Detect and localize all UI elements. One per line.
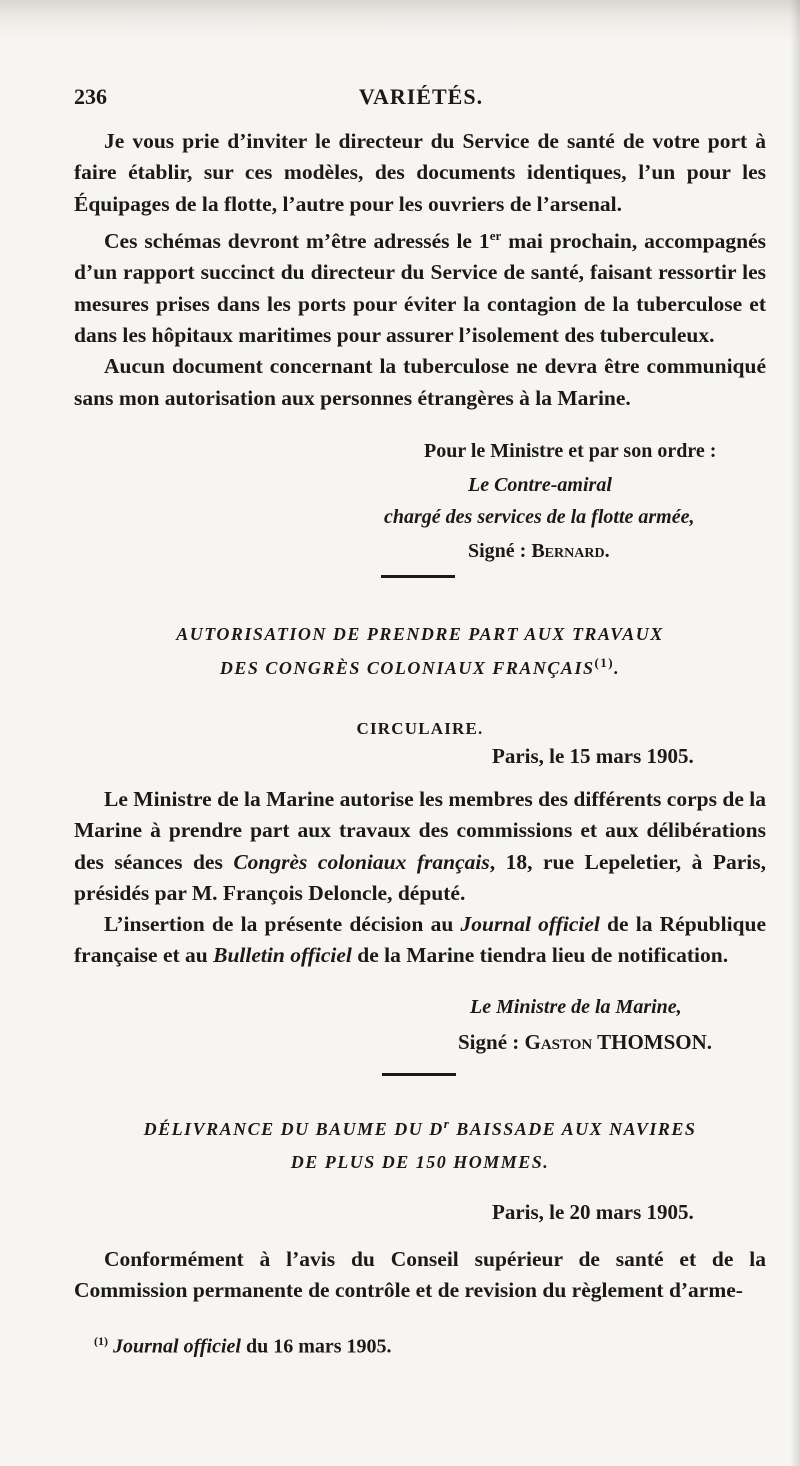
section-2-paragraph-2 bbox=[74, 909, 766, 972]
signature-line-2: Le Contre-amiral bbox=[468, 474, 612, 496]
body-block-1 bbox=[74, 126, 766, 414]
congress-name: Congrès coloniaux français bbox=[233, 849, 490, 874]
section-divider-1 bbox=[381, 575, 455, 578]
circular-label: CIRCULAIRE. bbox=[356, 719, 484, 738]
section-3-paragraph-1: Conformément à l’avis du Conseil supérieur de santé et de la Commission permanente de contrôle et de revision du règlement d’arme- bbox=[74, 1247, 766, 1303]
section-2-date: Paris, le 15 mars 1905. bbox=[492, 744, 694, 768]
footnote-journal: Journal officiel bbox=[113, 1335, 241, 1358]
doctor-superscript: r bbox=[443, 1116, 451, 1131]
section-3-heading-line-1 bbox=[74, 1116, 766, 1140]
heading-3-text-a: DÉLIVRANCE DU BAUME DU D bbox=[143, 1119, 444, 1139]
ordinal-superscript: er bbox=[489, 227, 502, 243]
s2p1-text-b: , 18, rue Lepeletier, à Paris, présidés par M. François Deloncle, député. bbox=[74, 849, 766, 905]
section-3-date: Paris, le 20 mars 1905. bbox=[492, 1200, 694, 1224]
paragraph-2-text-a: Ces schémas devront m’être adressés le 1 bbox=[104, 229, 490, 254]
signed-prefix: Signé : bbox=[468, 540, 532, 562]
signature-line-1: Pour le Ministre et par son ordre : bbox=[424, 440, 717, 462]
paragraph-3: Aucun document concernant la tuberculose ne devra être communiqué sans mon autorisation aux personnes étrangères à la Marine. bbox=[74, 354, 766, 410]
section-2-signature-title: Le Ministre de la Marine, bbox=[470, 996, 682, 1018]
section-2-heading-line-1: AUTORISATION DE PRENDRE PART AUX TRAVAUX bbox=[176, 624, 664, 644]
page-header bbox=[74, 84, 768, 114]
footnote-marker: (1) bbox=[94, 1334, 108, 1348]
footnote bbox=[94, 1334, 392, 1359]
signatory-last-name: THOMSON. bbox=[592, 1030, 713, 1054]
signatory-name: Bernard. bbox=[531, 540, 610, 562]
section-2-heading-line-2 bbox=[74, 655, 766, 679]
paragraph-1: Je vous prie d’inviter le directeur du Service de santé de votre port à faire établir, sur ces modèles, des documents identiques, l’un pour les Équipages de la flotte, l’autre pour les ouvriers de l’arsenal. bbox=[74, 129, 766, 216]
heading-3-text-b: BAISSADE AUX NAVIRES bbox=[450, 1119, 697, 1139]
paragraph-2-text-b: mai prochain, accompagnés d’un rapport succinct du directeur du Service de santé, faisant ressortir les mesures prises dans les ports pour éviter la contagion de la tuberculose et dans les hôpitaux maritimes pour assurer l’isolement des tuberculeux. bbox=[74, 229, 766, 347]
s2p2-text-a: L’insertion de la présente décision au bbox=[104, 912, 461, 937]
footnote-reference: (1) bbox=[594, 655, 615, 670]
journal-title: Journal officiel bbox=[460, 912, 600, 937]
bulletin-title: Bulletin officiel bbox=[213, 943, 352, 968]
paragraph-2 bbox=[74, 220, 766, 351]
s2p2-text-b: de la République française et au bbox=[74, 912, 767, 968]
running-title: VARIÉTÉS. bbox=[358, 84, 484, 109]
signatory-first-name: Gaston bbox=[524, 1030, 593, 1054]
section-2-signature-name bbox=[458, 1030, 712, 1055]
s2p2-text-c: de la Marine tiendra lieu de notification. bbox=[351, 943, 729, 968]
signature-line-4 bbox=[468, 540, 610, 563]
page-edge-shadow bbox=[790, 0, 800, 1466]
body-block-2 bbox=[74, 784, 766, 972]
signed-prefix-2: Signé : bbox=[458, 1030, 525, 1054]
section-2-paragraph-1 bbox=[74, 784, 766, 909]
section-divider-2 bbox=[382, 1073, 456, 1076]
page-number: 236 bbox=[74, 84, 107, 109]
heading-2-period: . bbox=[614, 658, 621, 678]
section-3-heading-line-2: DE PLUS DE 150 HOMMES. bbox=[290, 1152, 550, 1172]
footnote-text: du 16 mars 1905. bbox=[240, 1335, 392, 1358]
signature-line-3: chargé des services de la flotte armée, bbox=[384, 506, 695, 528]
body-block-3 bbox=[74, 1244, 766, 1307]
heading-2-text: DES CONGRÈS COLONIAUX FRANÇAIS bbox=[219, 658, 595, 678]
s2p1-text-a: Le Ministre de la Marine autorise les membres des différents corps de la Marine à prendre part aux travaux des commissions et aux délibérations des séances des bbox=[74, 787, 766, 874]
